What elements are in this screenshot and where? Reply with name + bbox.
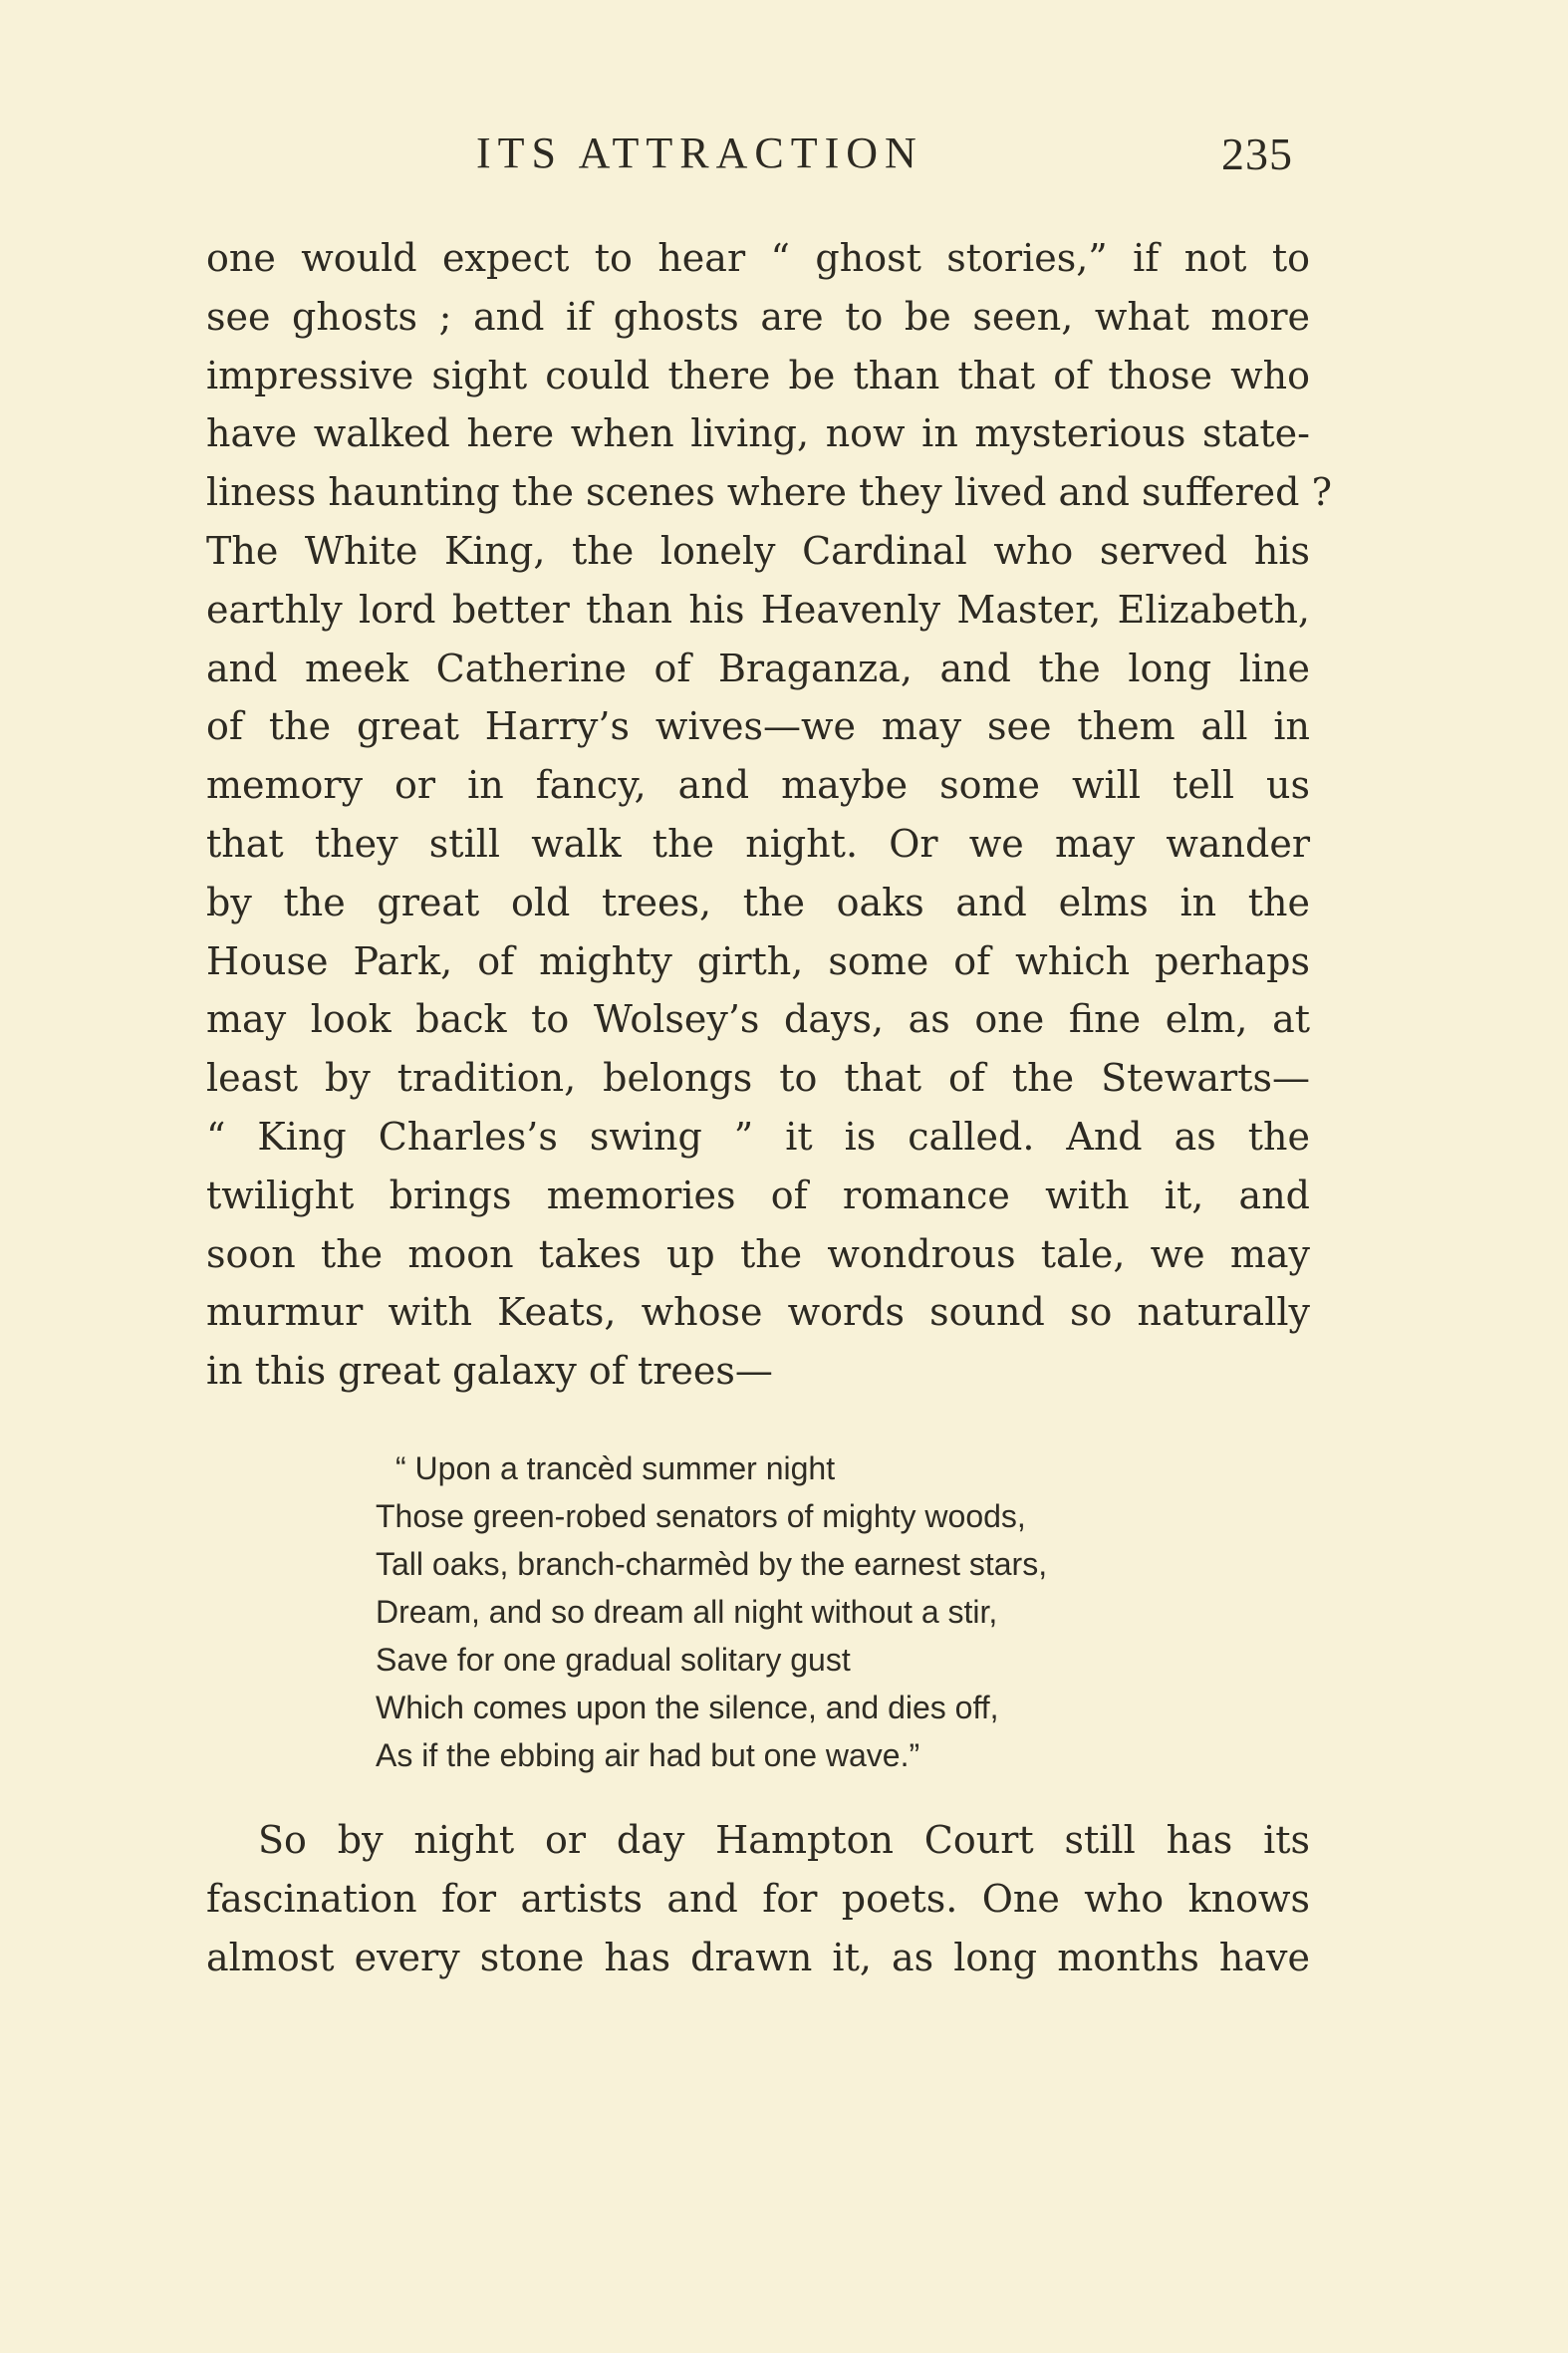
text-line: The White King, the lonely Cardinal who served his xyxy=(206,528,1310,573)
text-line: have walked here when living, now in mysterious state- xyxy=(206,411,1310,456)
text-line: least by tradition, belongs to that of the Stewarts— xyxy=(206,1056,1310,1101)
verse-line: Which comes upon the silence, and dies off, xyxy=(376,1690,999,1725)
verse-line: Dream, and so dream all night without a stir, xyxy=(376,1594,998,1630)
verse-quotation xyxy=(376,1444,1173,1779)
text-line: may look back to Wolsey’s days, as one fine elm, at xyxy=(206,997,1310,1042)
verse-line: Save for one gradual solitary gust xyxy=(376,1642,851,1678)
verse-line: Those green-robed senators of mighty woods, xyxy=(376,1498,1026,1534)
verse-line: As if the ebbing air had but one wave.” xyxy=(376,1737,920,1773)
verse-line: “ Upon a trancèd summer night xyxy=(395,1450,836,1486)
text-line: murmur with Keats, whose words sound so naturally xyxy=(206,1290,1310,1335)
running-title: ITS ATTRACTION xyxy=(476,129,923,177)
body-paragraph xyxy=(206,229,1332,1401)
text-line: by the great old trees, the oaks and elms in the xyxy=(206,880,1310,924)
text-line: of the great Harry’s wives—we may see them all in xyxy=(206,704,1310,749)
text-line: that they still walk the night. Or we may wander xyxy=(206,821,1310,866)
verse-line: Tall oaks, branch-charmèd by the earnest stars, xyxy=(376,1546,1048,1582)
page-number: 235 xyxy=(1221,129,1293,179)
text-line: impressive sight could there be than that of those who xyxy=(206,353,1310,397)
text-line: earthly lord better than his Heavenly Master, Elizabeth, xyxy=(206,587,1310,632)
text-line: “ King Charles’s swing ” it is called. And as the xyxy=(206,1114,1310,1159)
text-line: liness haunting the scenes where they lived and suffered ? xyxy=(206,470,1332,515)
text-line: in this great galaxy of trees— xyxy=(206,1349,773,1394)
text-line: twilight brings memories of romance with it, and xyxy=(206,1173,1310,1217)
text-line: and meek Catherine of Braganza, and the long line xyxy=(206,646,1310,690)
closing-paragraph xyxy=(206,1811,1310,1986)
text-line: memory or in fancy, and maybe some will tell us xyxy=(206,763,1310,808)
text-line: House Park, of mighty girth, some of which perhaps xyxy=(206,938,1310,983)
text-line: see ghosts ; and if ghosts are to be seen, what more xyxy=(206,294,1310,339)
text-line: one would expect to hear “ ghost stories,” if not to xyxy=(206,236,1310,280)
text-line: soon the moon takes up the wondrous tale, we may xyxy=(206,1231,1310,1276)
text-line: So by night or day Hampton Court still has its xyxy=(258,1818,1310,1862)
text-line: fascination for artists and for poets. One who knows xyxy=(206,1876,1310,1921)
text-line: almost every stone has drawn it, as long months have xyxy=(206,1935,1310,1979)
